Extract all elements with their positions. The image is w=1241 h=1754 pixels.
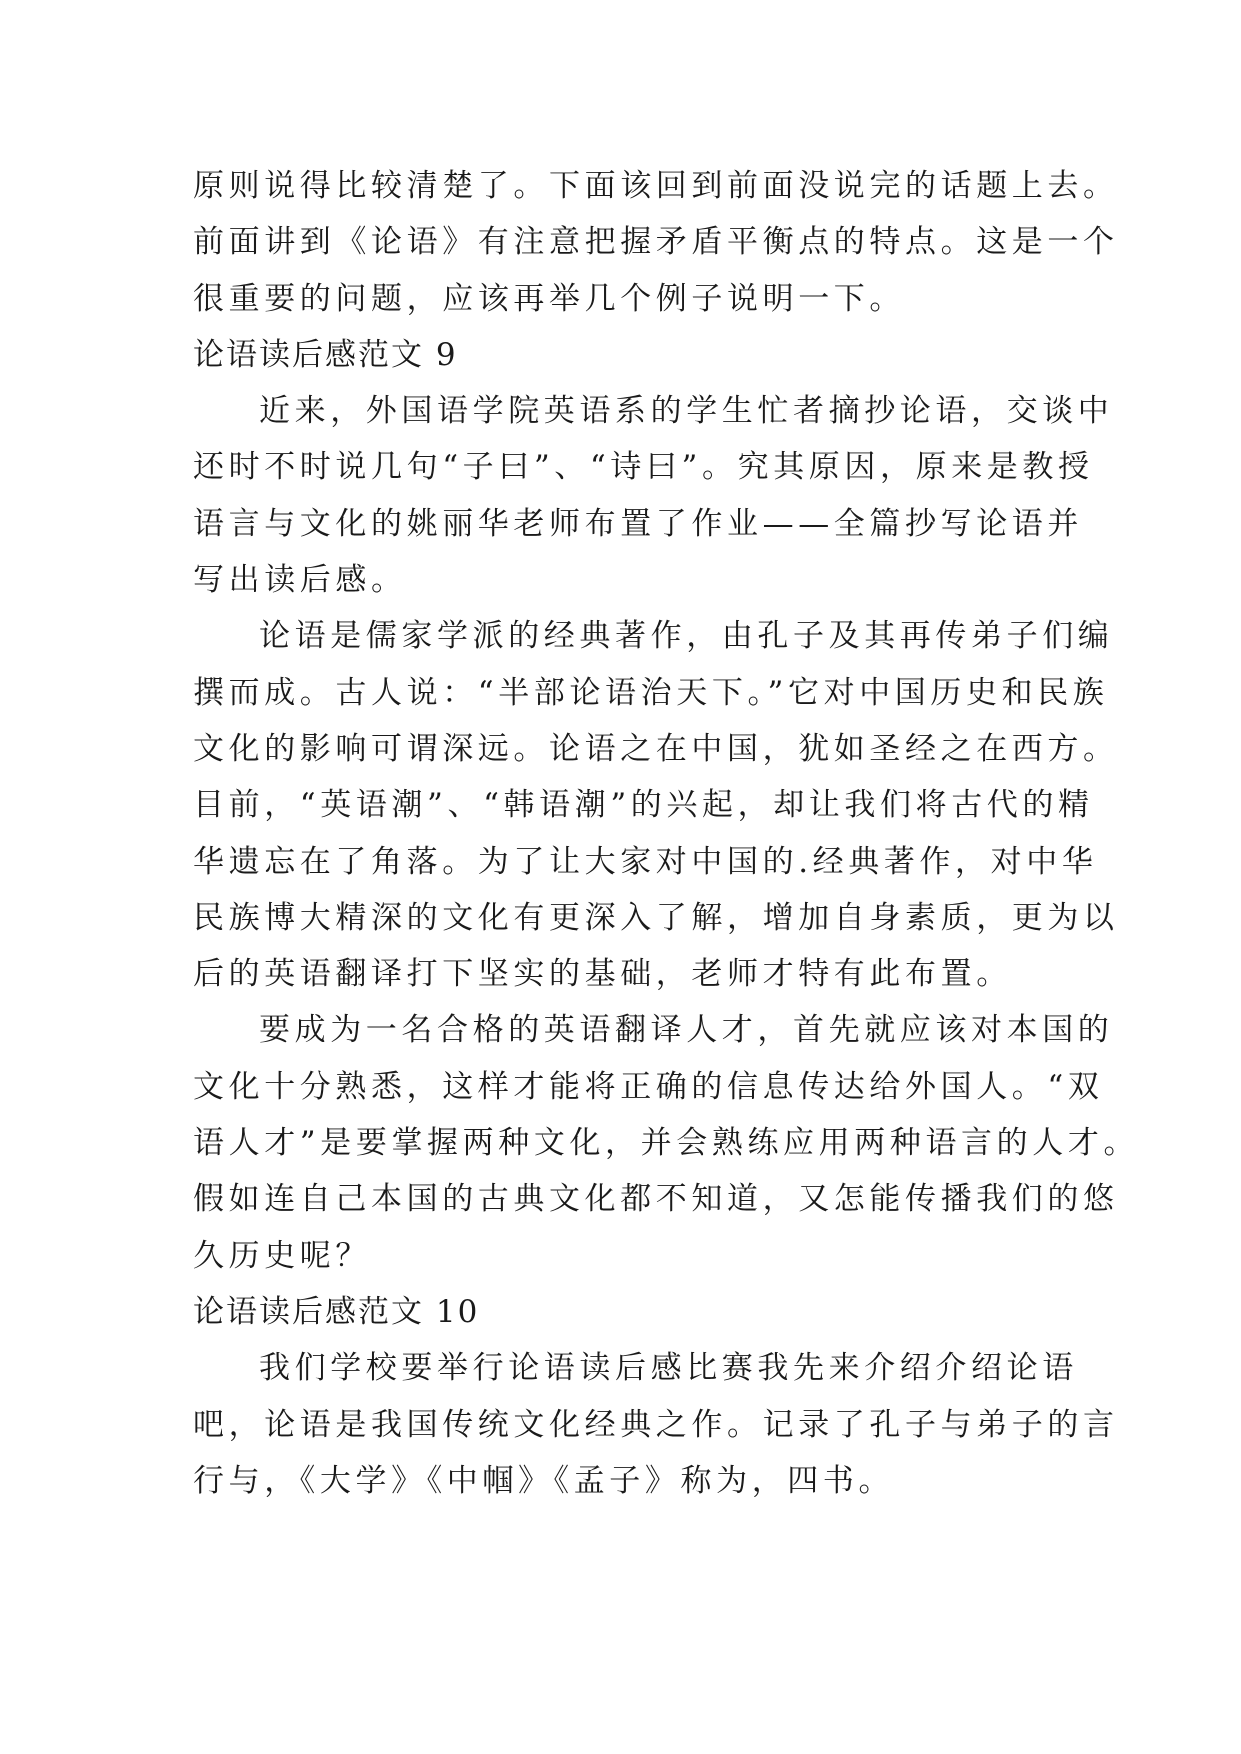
text-line: 我们学校要举行论语读后感比赛我先来介绍介绍论语 <box>259 1350 1078 1387</box>
text-line: 后的英语翻译打下坚实的基础，老师才特有此布置。 <box>193 956 1012 993</box>
text-line: 很重要的问题，应该再举几个例子说明一下。 <box>193 280 905 317</box>
document-body <box>193 158 1140 1509</box>
text-line: 假如连自己本国的古典文化都不知道，又怎能传播我们的悠 <box>193 1181 1119 1218</box>
text-line: 文化十分熟悉，这样才能将正确的信息传达给外国人。“双 <box>193 1068 1104 1105</box>
section-heading: 论语读后感范文 9 <box>193 336 458 373</box>
text-line: 久历史呢？ <box>193 1237 371 1274</box>
text-line: 吧，论语是我国传统文化经典之作。记录了孔子与弟子的言 <box>193 1406 1119 1443</box>
text-line: 写出读后感。 <box>193 562 407 599</box>
text-line: 原则说得比较清楚了。下面该回到前面没说完的话题上去。 <box>193 168 1119 204</box>
text-line: 撰而成。古人说：“半部论语治天下。”它对中国历史和民族 <box>193 674 1109 711</box>
text-line: 还时不时说几句“子曰”、“诗曰”。究其原因，原来是教授 <box>193 449 1094 486</box>
text-line: 华遗忘在了角落。为了让大家对中国的.经典著作，对中华 <box>193 843 1098 880</box>
text-line: 文化的影响可谓深远。论语之在中国，犹如圣经之在西方。 <box>193 730 1119 767</box>
text-line: 目前，“英语潮”、“韩语潮”的兴起，却让我们将古代的精 <box>193 787 1094 824</box>
text-line: 近来，外国语学院英语系的学生忙者摘抄论语，交谈中 <box>259 393 1114 430</box>
text-line: 论语是儒家学派的经典著作，由孔子及其再传弟子们编 <box>259 618 1114 655</box>
text-line: 前面讲到《论语》有注意把握矛盾平衡点的特点。这是一个 <box>193 224 1119 261</box>
text-line: 要成为一名合格的英语翻译人才，首先就应该对本国的 <box>259 1012 1114 1049</box>
text-line: 语人才”是要掌握两种文化，并会熟练应用两种语言的人才。 <box>193 1125 1140 1162</box>
text-line: 民族博大精深的文化有更深入了解，增加自身素质，更为以 <box>193 899 1119 936</box>
text-line: 行与，《大学》《中帼》《孟子》称为，四书。 <box>193 1462 895 1499</box>
section-heading: 论语读后感范文 10 <box>193 1293 480 1330</box>
text-line: 语言与文化的姚丽华老师布置了作业——全篇抄写论语并 <box>193 505 1083 542</box>
